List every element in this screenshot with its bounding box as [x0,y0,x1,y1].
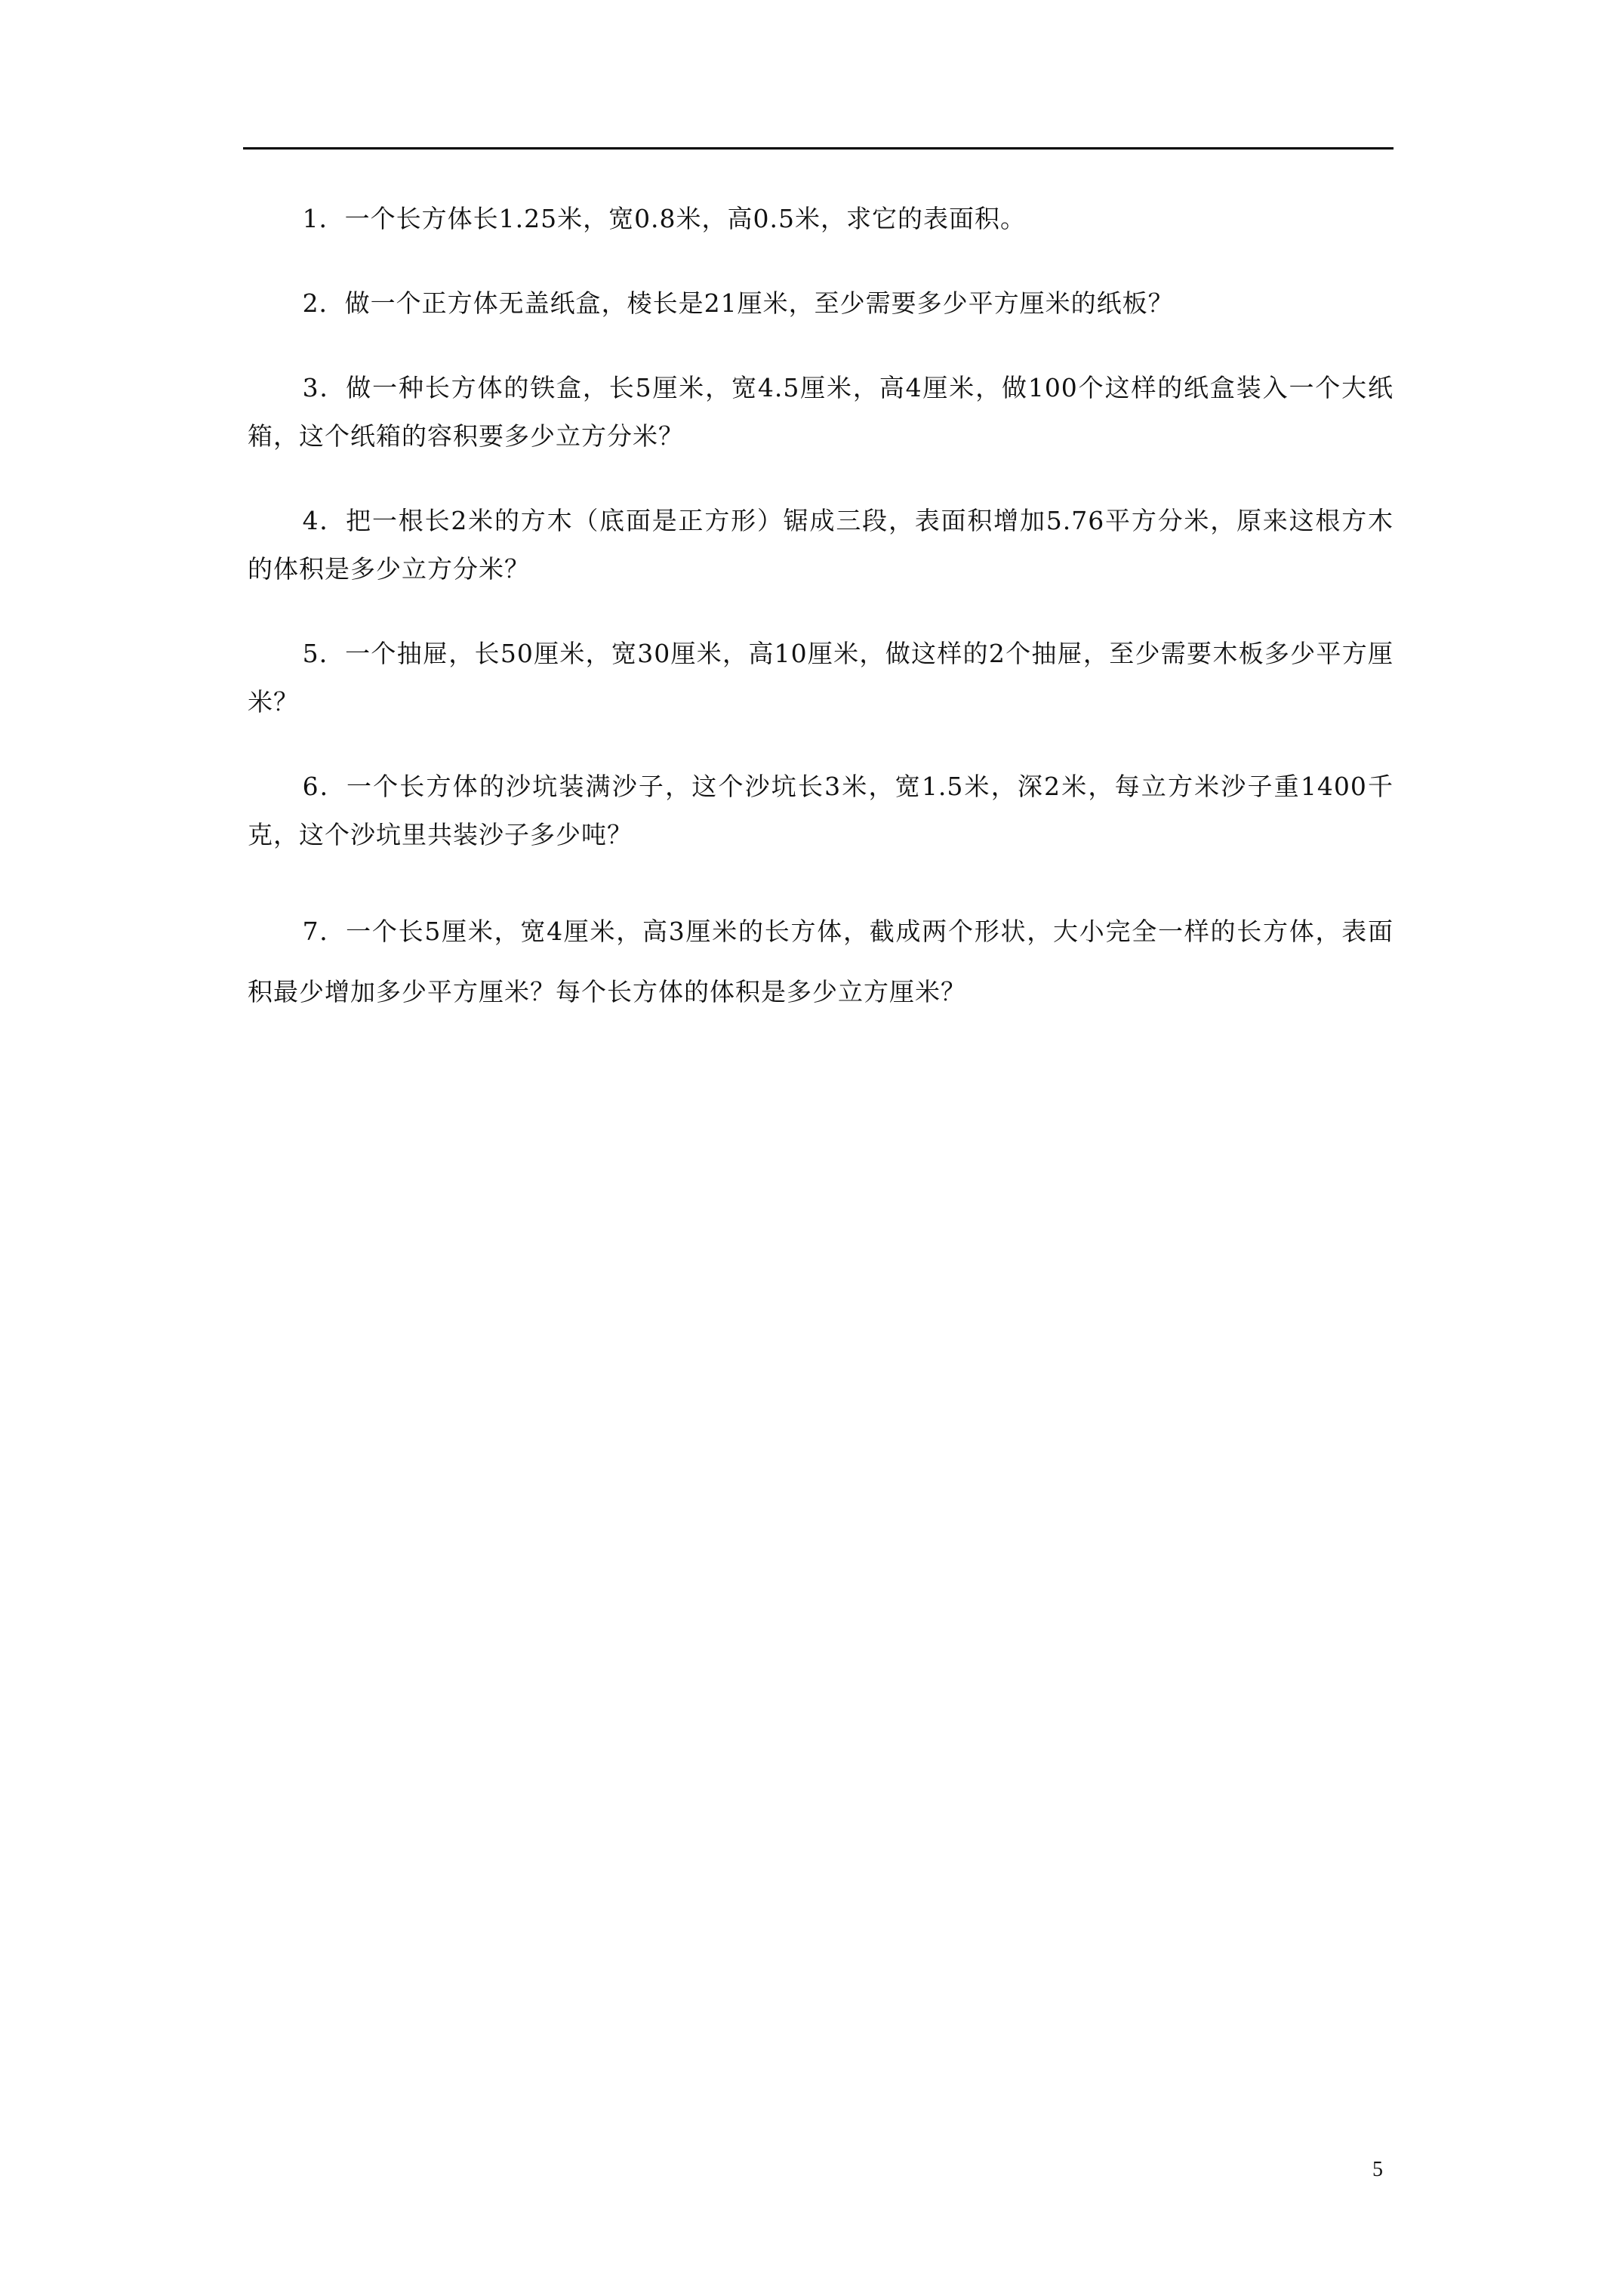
problem-1: 1．一个长方体长1.25米，宽0.8米，高0.5米，求它的表面积。 [302,204,1027,233]
problem-7: 7．一个长5厘米，宽4厘米，高3厘米的长方体，截成两个形状，大小完全一样的长方体，表面积最少增加多少平方厘米？每个长方体的体积是多少立方厘米？ [248,917,1394,1006]
problem-2: 2．做一个正方体无盖纸盒，棱长是21厘米，至少需要多少平方厘米的纸板？ [302,288,1174,318]
page-number: 5 [1372,2158,1383,2181]
problem-3: 3．做一种长方体的铁盒，长5厘米，宽4.5厘米，高4厘米，做100个这样的纸盒装入一个大纸箱，这个纸箱的容积要多少立方分米？ [248,373,1394,451]
problem-6: 6．一个长方体的沙坑装满沙子，这个沙坑长3米，宽1.5米，深2米，每立方米沙子重1400千克，这个沙坑里共装沙子多少吨？ [248,772,1394,849]
problem-list [248,195,1394,1022]
problem-5: 5．一个抽屉，长50厘米，宽30厘米，高10厘米，做这样的2个抽屉，至少需要木板多少平方厘米？ [248,639,1394,717]
header-rule [243,147,1394,149]
problem-4: 4．把一根长2米的方木（底面是正方形）锯成三段，表面积增加5.76平方分米，原来这根方木的体积是多少立方分米？ [248,506,1394,584]
